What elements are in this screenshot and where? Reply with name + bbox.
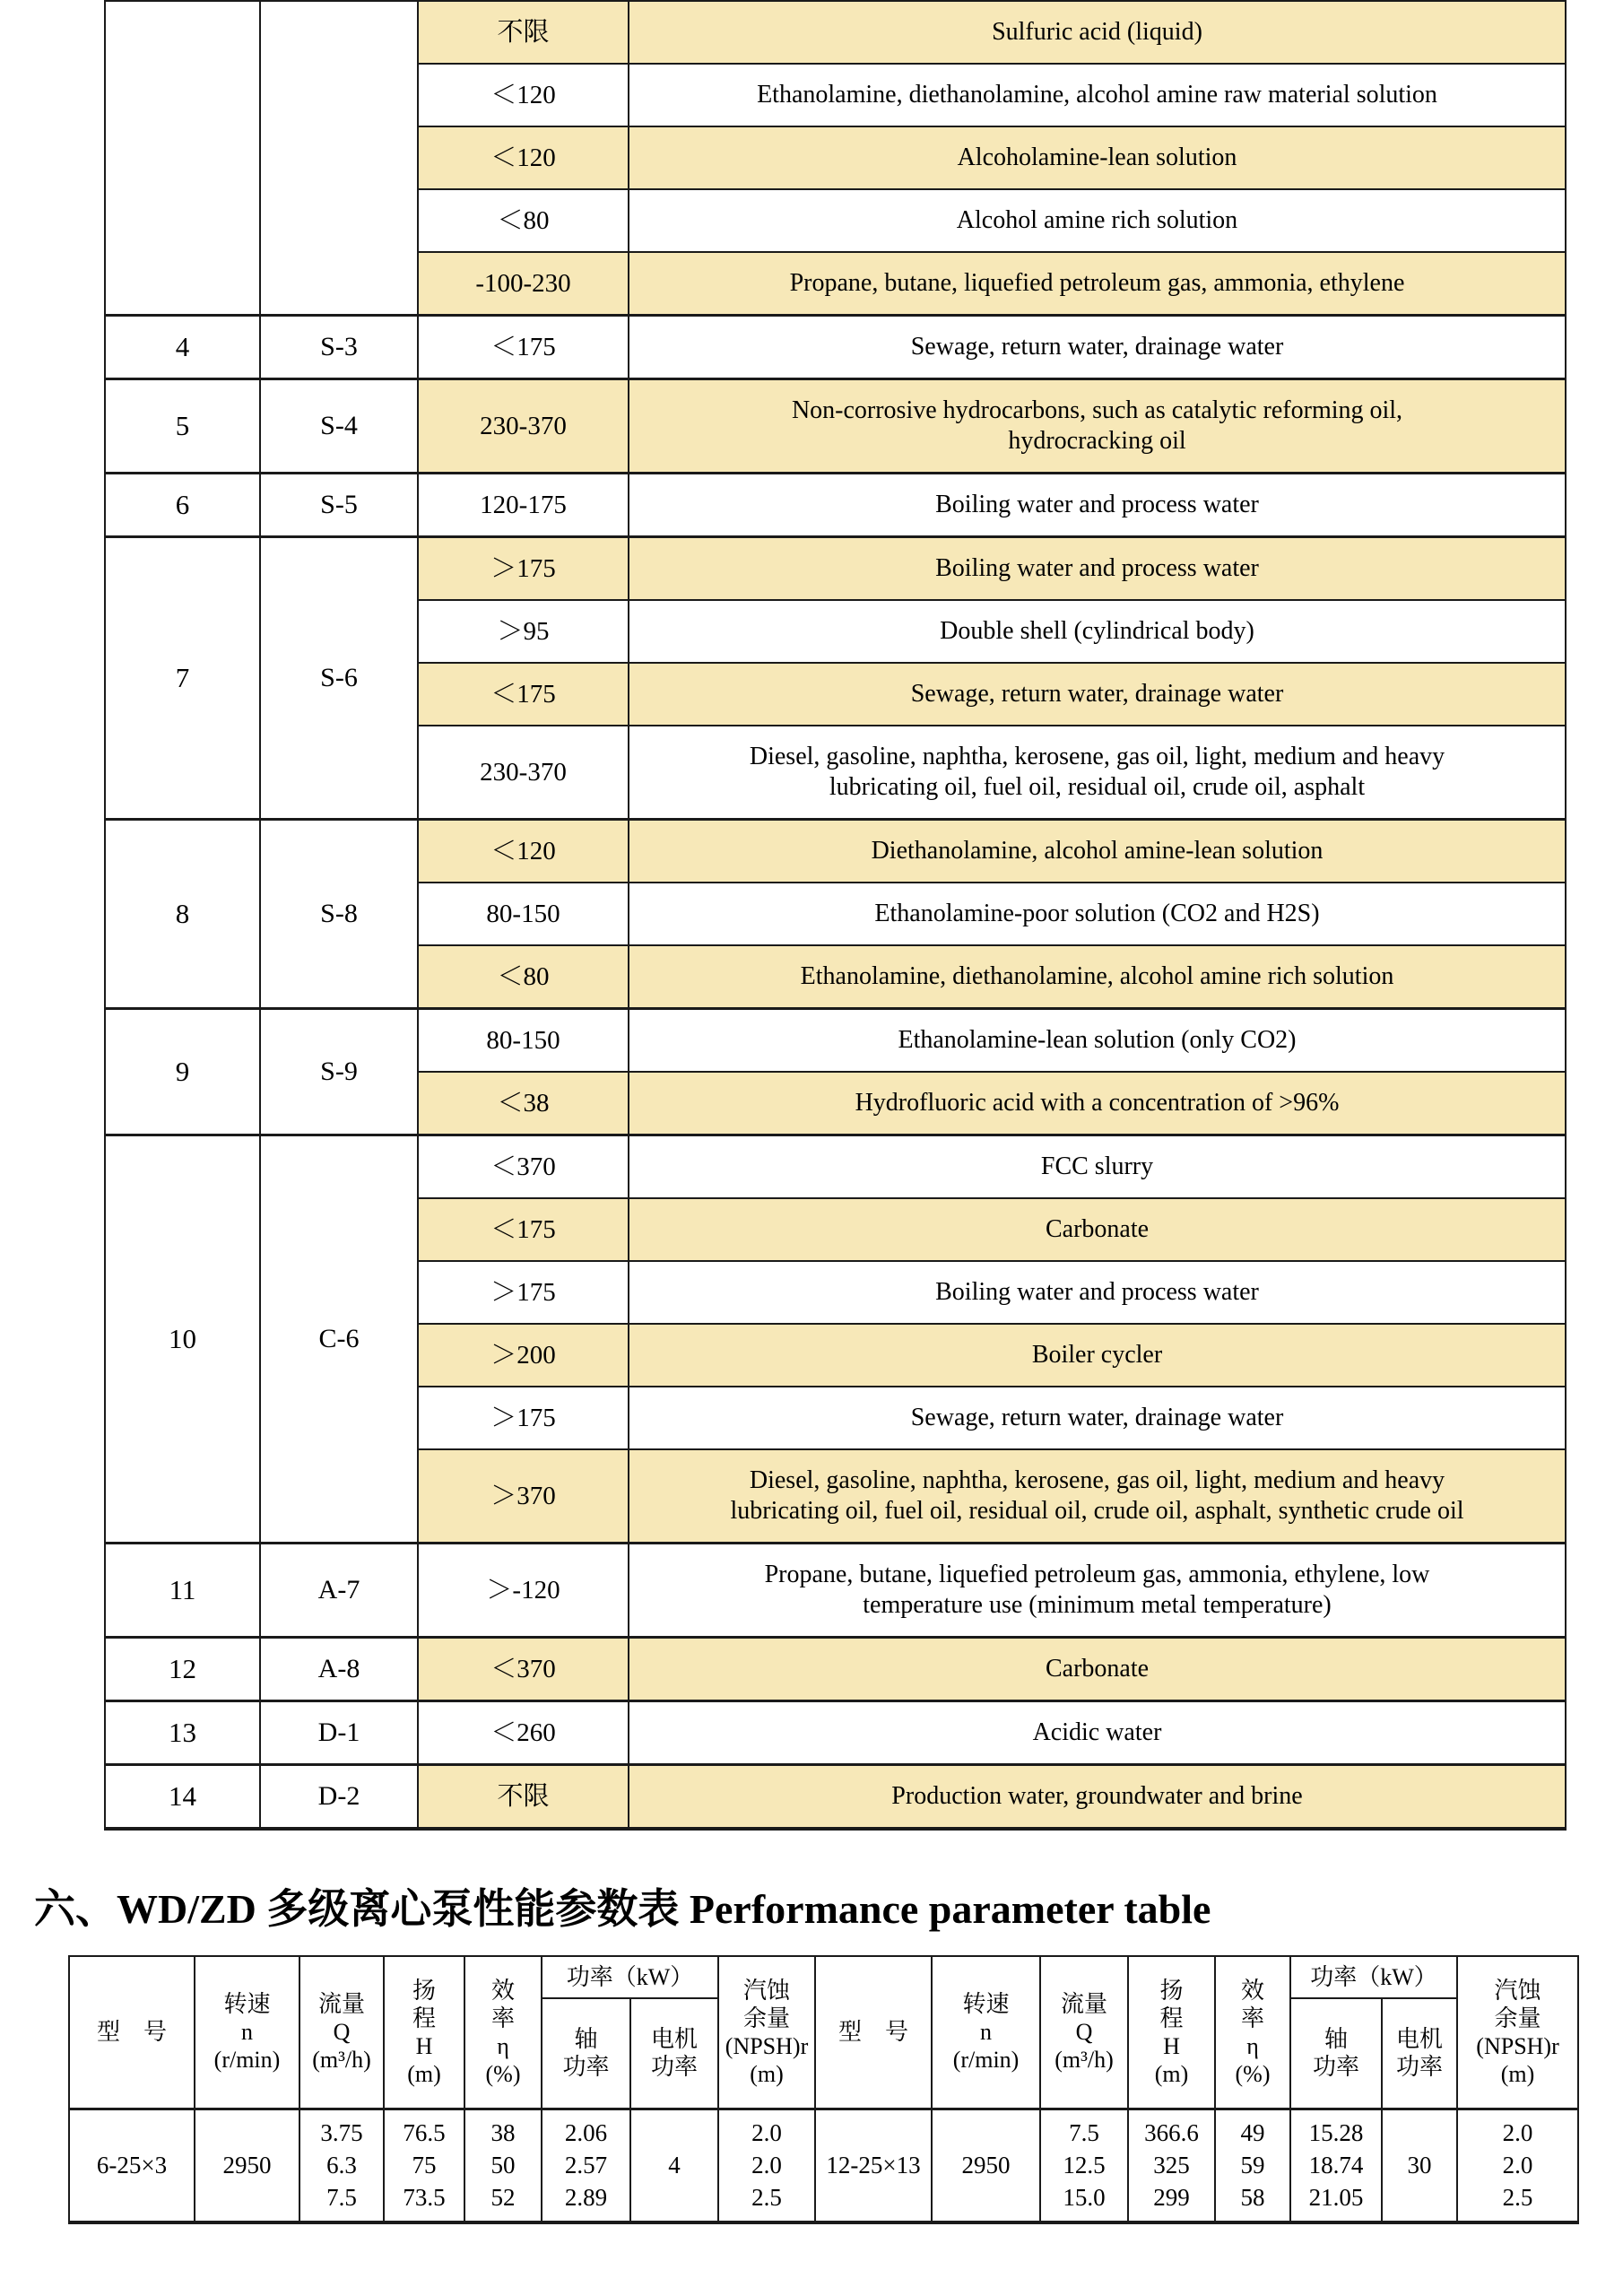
medium-description-cell: Double shell (cylindrical body) — [629, 600, 1566, 663]
temperature-cell: ＜80 — [418, 945, 629, 1009]
flow-cell: 3.75 6.3 7.5 — [299, 2109, 384, 2222]
row-number-cell: 9 — [105, 1009, 260, 1135]
material-row — [105, 474, 1566, 537]
motor-power-cell: 4 — [630, 2109, 718, 2222]
motor-power-cell: 30 — [1382, 2109, 1457, 2222]
medium-description-cell: Acidic water — [629, 1701, 1566, 1765]
head-cell: 366.6 325 299 — [1128, 2109, 1215, 2222]
flow-header: 流量 Q (m³/h) — [1040, 1956, 1128, 2109]
medium-description-cell: Boiling water and process water — [629, 474, 1566, 537]
efficiency-header: 效 率 η (%) — [464, 1956, 542, 2109]
class-code-cell: A-8 — [260, 1638, 418, 1701]
material-row — [105, 316, 1566, 379]
temperature-cell: ＜175 — [418, 663, 629, 726]
medium-description-cell: Sewage, return water, drainage water — [629, 663, 1566, 726]
head-header: 扬 程 H (m) — [1128, 1956, 1215, 2109]
temperature-cell: 80-150 — [418, 883, 629, 945]
temperature-cell: ＜80 — [418, 189, 629, 252]
temperature-cell: ＞370 — [418, 1449, 629, 1544]
medium-description-cell: Carbonate — [629, 1198, 1566, 1261]
material-row — [105, 537, 1566, 601]
temperature-cell: ＞95 — [418, 600, 629, 663]
medium-description-cell: Non-corrosive hydrocarbons, such as catalytic reforming oil, hydrocracking oil — [629, 379, 1566, 474]
class-code-cell: S-9 — [260, 1009, 418, 1135]
material-row — [105, 379, 1566, 474]
medium-description-cell: Sulfuric acid (liquid) — [629, 1, 1566, 64]
class-code-cell: S-8 — [260, 820, 418, 1009]
medium-description-cell: Diethanolamine, alcohol amine-lean solution — [629, 820, 1566, 883]
row-number-cell: 7 — [105, 537, 260, 820]
class-code-cell: C-6 — [260, 1135, 418, 1544]
medium-description-cell: Hydrofluoric acid with a concentration of >96% — [629, 1072, 1566, 1135]
class-code-cell: D-2 — [260, 1765, 418, 1830]
medium-description-cell: Production water, groundwater and brine — [629, 1765, 1566, 1830]
temperature-cell: ＞200 — [418, 1324, 629, 1387]
motor-power-header: 电机 功率 — [1382, 1998, 1457, 2109]
shaft-power-cell: 2.06 2.57 2.89 — [542, 2109, 630, 2222]
row-number-cell: 5 — [105, 379, 260, 474]
model-cell: 12-25×13 — [815, 2109, 932, 2222]
efficiency-cell: 38 50 52 — [464, 2109, 542, 2222]
material-row — [105, 1544, 1566, 1638]
class-code-cell — [260, 1, 418, 316]
temperature-cell: 不限 — [418, 1, 629, 64]
medium-description-cell: Boiling water and process water — [629, 1261, 1566, 1324]
temperature-cell: ＜370 — [418, 1638, 629, 1701]
medium-description-cell: Diesel, gasoline, naphtha, kerosene, gas oil, light, medium and heavy lubricating oil, fuel oil, residual oil, crude oil, asphalt — [629, 726, 1566, 820]
npsh-header: 汽蚀 余量 (NPSH)r (m) — [718, 1956, 815, 2109]
class-code-cell: S-5 — [260, 474, 418, 537]
row-number-cell: 12 — [105, 1638, 260, 1701]
flow-header: 流量 Q (m³/h) — [299, 1956, 384, 2109]
material-classification-table — [104, 0, 1567, 1831]
material-row — [105, 1638, 1566, 1701]
medium-description-cell: Alcohol amine rich solution — [629, 189, 1566, 252]
model-cell: 6-25×3 — [69, 2109, 195, 2222]
efficiency-cell: 49 59 58 — [1215, 2109, 1290, 2222]
medium-description-cell: Carbonate — [629, 1638, 1566, 1701]
medium-description-cell: Alcoholamine-lean solution — [629, 126, 1566, 189]
medium-description-cell: Ethanolamine, diethanolamine, alcohol amine rich solution — [629, 945, 1566, 1009]
medium-description-cell: Sewage, return water, drainage water — [629, 316, 1566, 379]
shaft-power-header: 轴 功率 — [1290, 1998, 1382, 2109]
head-header: 扬 程 H (m) — [384, 1956, 464, 2109]
temperature-cell: 不限 — [418, 1765, 629, 1830]
temperature-cell: ＞175 — [418, 1387, 629, 1449]
power-header: 功率（kW） — [1290, 1956, 1457, 1998]
row-number-cell: 8 — [105, 820, 260, 1009]
medium-description-cell: FCC slurry — [629, 1135, 1566, 1199]
temperature-cell: ＜120 — [418, 820, 629, 883]
speed-header: 转速 n (r/min) — [195, 1956, 299, 2109]
npsh-cell: 2.0 2.0 2.5 — [718, 2109, 815, 2222]
temperature-cell: ＜120 — [418, 126, 629, 189]
shaft-power-cell: 15.28 18.74 21.05 — [1290, 2109, 1382, 2222]
temperature-cell: ＜175 — [418, 316, 629, 379]
material-row — [105, 1135, 1566, 1199]
medium-description-cell: Ethanolamine, diethanolamine, alcohol amine raw material solution — [629, 64, 1566, 126]
temperature-cell: ＜175 — [418, 1198, 629, 1261]
medium-description-cell: Ethanolamine-lean solution (only CO2) — [629, 1009, 1566, 1073]
row-number-cell: 6 — [105, 474, 260, 537]
material-row — [105, 1009, 1566, 1073]
npsh-cell: 2.0 2.0 2.5 — [1457, 2109, 1578, 2222]
npsh-header: 汽蚀 余量 (NPSH)r (m) — [1457, 1956, 1578, 2109]
material-row — [105, 820, 1566, 883]
row-number-cell: 14 — [105, 1765, 260, 1830]
temperature-cell: 230-370 — [418, 379, 629, 474]
head-cell: 76.5 75 73.5 — [384, 2109, 464, 2222]
medium-description-cell: Propane, butane, liquefied petroleum gas, ammonia, ethylene — [629, 252, 1566, 316]
model-header: 型 号 — [815, 1956, 932, 2109]
material-row — [105, 1, 1566, 64]
temperature-cell: ＜370 — [418, 1135, 629, 1199]
speed-header: 转速 n (r/min) — [932, 1956, 1040, 2109]
performance-parameter-table — [68, 1955, 1579, 2224]
class-code-cell: D-1 — [260, 1701, 418, 1765]
speed-cell: 2950 — [932, 2109, 1040, 2222]
row-number-cell: 4 — [105, 316, 260, 379]
speed-cell: 2950 — [195, 2109, 299, 2222]
temperature-cell: ＜120 — [418, 64, 629, 126]
medium-description-cell: Boiler cycler — [629, 1324, 1566, 1387]
row-number-cell: 11 — [105, 1544, 260, 1638]
row-number-cell — [105, 1, 260, 316]
temperature-cell: ＞-120 — [418, 1544, 629, 1638]
efficiency-header: 效 率 η (%) — [1215, 1956, 1290, 2109]
class-code-cell: S-6 — [260, 537, 418, 820]
temperature-cell: 120-175 — [418, 474, 629, 537]
temperature-cell: ＜260 — [418, 1701, 629, 1765]
medium-description-cell: Ethanolamine-poor solution (CO2 and H2S) — [629, 883, 1566, 945]
medium-description-cell: Boiling water and process water — [629, 537, 1566, 601]
class-code-cell: A-7 — [260, 1544, 418, 1638]
temperature-cell: 80-150 — [418, 1009, 629, 1073]
temperature-cell: -100-230 — [418, 252, 629, 316]
section-heading: 六、WD/ZD 多级离心泵性能参数表 Performance parameter table — [34, 1886, 1211, 1932]
medium-description-cell: Diesel, gasoline, naphtha, kerosene, gas oil, light, medium and heavy lubricating oil, fuel oil, residual oil, crude oil, asphalt, synthetic crude oil — [629, 1449, 1566, 1544]
temperature-cell: ＜38 — [418, 1072, 629, 1135]
class-code-cell: S-4 — [260, 379, 418, 474]
power-header: 功率（kW） — [542, 1956, 718, 1998]
medium-description-cell: Sewage, return water, drainage water — [629, 1387, 1566, 1449]
material-row — [105, 1765, 1566, 1830]
perf-header-row — [69, 1956, 1578, 1998]
perf-data-row — [69, 2109, 1578, 2222]
model-header: 型 号 — [69, 1956, 195, 2109]
temperature-cell: 230-370 — [418, 726, 629, 820]
flow-cell: 7.5 12.5 15.0 — [1040, 2109, 1128, 2222]
temperature-cell: ＞175 — [418, 537, 629, 601]
motor-power-header: 电机 功率 — [630, 1998, 718, 2109]
temperature-cell: ＞175 — [418, 1261, 629, 1324]
material-row — [105, 1701, 1566, 1765]
class-code-cell: S-3 — [260, 316, 418, 379]
row-number-cell: 10 — [105, 1135, 260, 1544]
shaft-power-header: 轴 功率 — [542, 1998, 630, 2109]
row-number-cell: 13 — [105, 1701, 260, 1765]
medium-description-cell: Propane, butane, liquefied petroleum gas, ammonia, ethylene, low temperature use (minimum metal temperature) — [629, 1544, 1566, 1638]
